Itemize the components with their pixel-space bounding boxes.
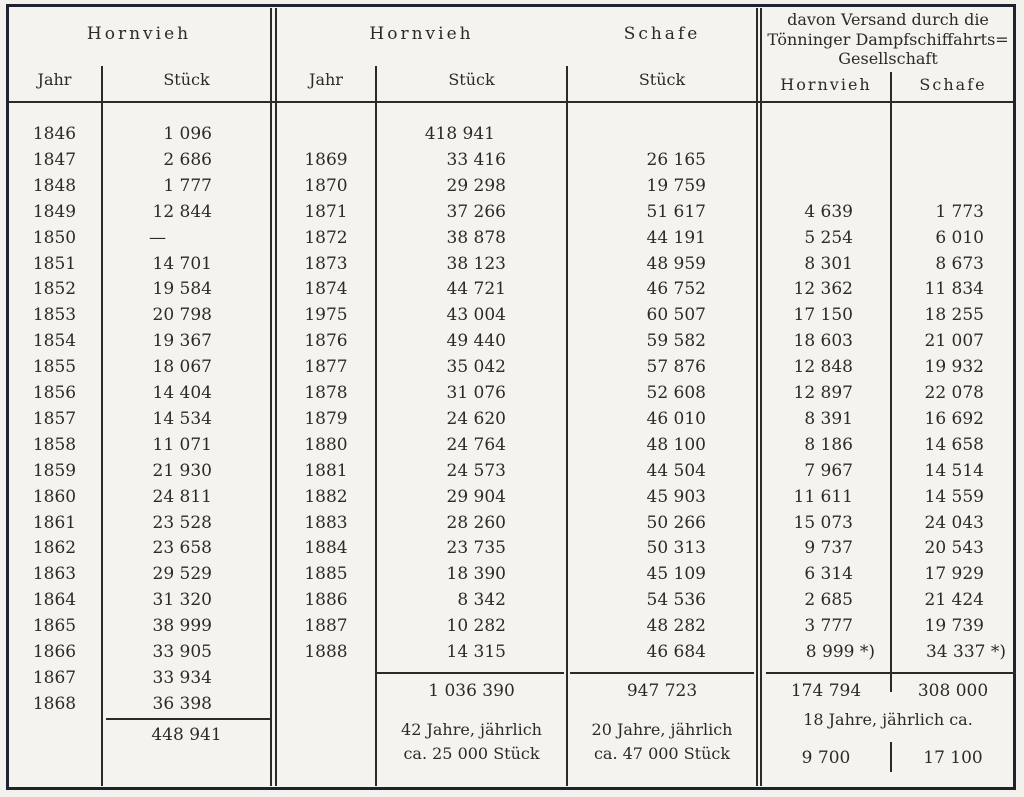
avg-schafe-line1: 20 Jahre, jährlich	[591, 720, 733, 739]
tdg-hornvieh-cell: 11 611	[793, 486, 853, 507]
mid-group-header: Hornvieh	[369, 24, 474, 44]
right-year-cell: 1884	[304, 538, 348, 559]
left-hornvieh-cell: 33 905	[152, 642, 212, 662]
right-hornvieh-cell: 28 260	[446, 512, 506, 533]
right-year-cell: 1885	[304, 564, 348, 585]
tdg-hornvieh-cell: 12 897	[793, 383, 853, 403]
avg-tdg-label: 18 Jahre, jährlich ca.	[803, 710, 973, 729]
right-schafe-cell: 54 536	[646, 590, 706, 611]
right-hornvieh-cell: 24 620	[446, 408, 506, 429]
left-hornvieh-cell: 1 096	[163, 124, 212, 144]
tdg-hornvieh-cell: 8 999 *)	[805, 642, 875, 662]
tdg-hornvieh-cell: 4 639	[804, 201, 853, 222]
left-jahr-header: Jahr	[37, 70, 72, 89]
left-hornvieh-cell: 23 658	[152, 538, 212, 559]
tdg-schafe-cell: 22 078	[924, 383, 984, 403]
left-year-cell: 1865	[32, 616, 77, 637]
carry-over-cell: 418 941	[424, 124, 495, 144]
right-hornvieh-cell: 10 282	[446, 616, 506, 637]
right-schafe-cell: 52 608	[646, 383, 706, 403]
right-hornvieh-cell: 35 042	[446, 357, 506, 378]
left-year-cell: 1858	[32, 434, 77, 455]
left-hornvieh-cell: 14 534	[152, 408, 212, 429]
left-hornvieh-cell: 14 701	[152, 253, 212, 274]
right-schafe-cell: 44 504	[646, 460, 706, 481]
right-schafe-cell: 59 582	[646, 331, 706, 352]
tdg-schafe-cell: 21 424	[924, 590, 984, 611]
right-schafe-cell: 50 313	[646, 538, 706, 559]
right-total-rule	[766, 672, 1016, 674]
right-year-cell: 1869	[304, 149, 348, 170]
header-rule	[8, 101, 1013, 103]
left-hornvieh-cell: 12 844	[152, 201, 212, 222]
tdg-header-line1: davon Versand durch die	[787, 10, 989, 29]
left-year-cell: 1862	[32, 538, 77, 559]
right-schafe-cell: 60 507	[646, 305, 706, 326]
right-hornvieh-cell: 23 735	[446, 538, 506, 559]
tdg-schafe-cell: 19 932	[924, 357, 984, 378]
total-hornvieh: 1 036 390	[428, 681, 515, 701]
tdg-hornvieh-cell: 9 737	[804, 538, 853, 559]
total-tdg-schafe: 308 000	[917, 681, 989, 701]
right-hornvieh-cell: 18 390	[446, 564, 506, 585]
right-total-rule	[570, 672, 754, 674]
schafe-stueck-header: Stück	[638, 70, 686, 89]
left-hornvieh-cell: 18 067	[152, 357, 212, 378]
avg-tdg-schafe: 17 100	[923, 748, 983, 768]
right-schafe-cell: 46 010	[646, 408, 706, 429]
left-hornvieh-cell: 19 367	[152, 331, 212, 352]
left-year-cell: 1857	[32, 408, 77, 429]
right-year-cell: 1887	[304, 616, 348, 637]
avg-schafe-line2: ca. 47 000 Stück	[593, 744, 731, 763]
right-year-cell: 1878	[304, 383, 348, 403]
left-hornvieh-cell: 33 934	[152, 667, 212, 688]
tdg-hornvieh-cell: 7 967	[804, 460, 853, 481]
left-group-header: Hornvieh	[86, 24, 192, 44]
right-year-cell: 1879	[304, 408, 348, 429]
divider	[756, 8, 758, 786]
tdg-schafe-cell: 11 834	[924, 279, 984, 300]
left-hornvieh-cell: 1 777	[163, 175, 212, 196]
right-schafe-cell: 44 191	[646, 227, 706, 248]
left-hornvieh-cell: 11 071	[152, 434, 212, 455]
right-schafe-cell: 45 109	[646, 564, 706, 585]
divider	[270, 8, 272, 786]
right-schafe-cell: 26 165	[646, 149, 706, 170]
left-year-cell: 1864	[32, 590, 77, 611]
right-schafe-cell: 57 876	[646, 357, 706, 378]
avg-tdg-hornvieh: 9 700	[801, 748, 851, 768]
right-hornvieh-cell: 24 764	[446, 434, 506, 455]
left-hornvieh-cell: 24 811	[152, 486, 212, 507]
tdg-schafe-cell: 20 543	[924, 538, 984, 559]
right-year-cell: 1874	[304, 279, 348, 300]
right-hornvieh-cell: 14 315	[446, 642, 506, 662]
left-hornvieh-cell: 21 930	[152, 460, 212, 481]
left-year-cell: 1867	[32, 667, 77, 688]
left-year-cell: 1852	[32, 279, 77, 300]
tdg-schafe-cell: 19 739	[924, 616, 984, 637]
right-total-rule	[377, 672, 564, 674]
tdg-hornvieh-cell: 3 777	[804, 616, 853, 637]
left-year-cell: 1847	[32, 149, 77, 170]
right-hornvieh-cell: 38 878	[446, 227, 506, 248]
left-year-cell: 1850	[32, 227, 77, 248]
right-hornvieh-cell: 31 076	[446, 383, 506, 403]
right-schafe-cell: 48 959	[646, 253, 706, 274]
right-hornvieh-cell: 33 416	[446, 149, 506, 170]
right-year-cell: 1871	[304, 201, 348, 222]
right-year-cell: 1881	[304, 460, 348, 481]
tdg-header-line2: Tönninger Dampfschiffahrts=	[767, 30, 1009, 49]
left-hornvieh-cell: 38 999	[152, 616, 212, 637]
right-schafe-cell: 46 752	[646, 279, 706, 300]
left-hornvieh-cell: 23 528	[152, 512, 212, 533]
tdg-hornvieh-cell: 2 685	[804, 590, 853, 611]
left-hornvieh-cell: 29 529	[152, 564, 212, 585]
left-year-cell: 1856	[32, 383, 77, 403]
right-schafe-cell: 46 684	[646, 642, 706, 662]
right-year-cell: 1877	[304, 357, 348, 378]
right-year-cell: 1880	[304, 434, 348, 455]
left-hornvieh-cell: 2 686	[163, 149, 212, 170]
left-hornvieh-cell: 14 404	[152, 383, 212, 403]
left-year-cell: 1863	[32, 564, 77, 585]
left-hornvieh-cell: 19 584	[152, 279, 212, 300]
right-hornvieh-cell: 43 004	[446, 305, 506, 326]
total-schafe: 947 723	[626, 681, 698, 701]
right-hornvieh-cell: 38 123	[446, 253, 506, 274]
tdg-schafe-cell: 16 692	[924, 408, 984, 429]
right-schafe-cell: 50 266	[646, 512, 706, 533]
left-total: 448 941	[151, 725, 222, 745]
tdg-hornvieh-cell: 18 603	[793, 331, 853, 352]
mid-stueck-header: Stück	[448, 70, 495, 89]
schafe-group-header: Schafe	[623, 24, 701, 44]
right-year-cell: 1888	[304, 642, 348, 662]
right-year-cell: 1873	[304, 253, 348, 274]
tdg-hornvieh-cell: 17 150	[793, 305, 853, 326]
tdg-hornvieh-cell: 12 848	[793, 357, 853, 378]
right-year-cell: 1870	[304, 175, 348, 196]
right-year-cell: 1882	[304, 486, 348, 507]
left-hornvieh-cell: 20 798	[152, 305, 212, 326]
tdg-hornvieh-cell: 8 301	[804, 253, 853, 274]
tdg-hornvieh-header: Hornvieh	[780, 75, 872, 94]
left-year-cell: 1851	[32, 253, 77, 274]
left-year-cell: 1861	[32, 512, 77, 533]
avg-hornvieh-line2: ca. 25 000 Stück	[403, 744, 540, 763]
right-hornvieh-cell: 49 440	[446, 331, 506, 352]
left-year-cell: 1860	[32, 486, 77, 507]
left-year-cell: 1866	[32, 642, 77, 662]
tdg-schafe-cell: 34 337 *)	[925, 642, 1006, 662]
left-stueck-header: Stück	[163, 70, 210, 89]
right-year-cell: 1886	[304, 590, 348, 611]
tdg-hornvieh-cell: 12 362	[793, 279, 853, 300]
right-hornvieh-cell: 29 298	[446, 175, 506, 196]
left-hornvieh-cell: 31 320	[152, 590, 212, 611]
tdg-schafe-cell: 14 559	[924, 486, 984, 507]
right-hornvieh-cell: 24 573	[446, 460, 506, 481]
tdg-schafe-cell: 14 658	[924, 434, 984, 455]
left-year-cell: 1853	[32, 305, 77, 326]
left-year-cell: 1854	[32, 331, 77, 352]
left-hornvieh-cell: —	[149, 227, 166, 248]
right-schafe-cell: 51 617	[646, 201, 706, 222]
tdg-hornvieh-cell: 6 314	[804, 564, 853, 585]
tdg-schafe-cell: 14 514	[924, 460, 984, 481]
right-year-cell: 1975	[304, 305, 348, 326]
left-year-cell: 1846	[32, 124, 77, 144]
tdg-schafe-cell: 6 010	[935, 227, 984, 248]
tdg-schafe-cell: 8 673	[935, 253, 984, 274]
tdg-header-line3: Gesellschaft	[838, 49, 938, 68]
left-year-cell: 1848	[32, 175, 77, 196]
tdg-schafe-cell: 17 929	[924, 564, 984, 585]
left-year-cell: 1855	[32, 357, 77, 378]
right-schafe-cell: 45 903	[646, 486, 706, 507]
left-year-cell: 1859	[32, 460, 77, 481]
right-hornvieh-cell: 37 266	[446, 201, 506, 222]
tdg-schafe-cell: 18 255	[924, 305, 984, 326]
left-hornvieh-cell: 36 398	[152, 693, 212, 714]
right-hornvieh-cell: 8 342	[457, 590, 506, 611]
right-year-cell: 1876	[304, 331, 348, 352]
right-hornvieh-cell: 29 904	[446, 486, 506, 507]
tdg-hornvieh-cell: 15 073	[793, 512, 853, 533]
tdg-schafe-cell: 24 043	[924, 512, 984, 533]
tdg-hornvieh-cell: 5 254	[804, 227, 853, 248]
right-year-cell: 1883	[304, 512, 348, 533]
total-tdg-hornvieh: 174 794	[790, 681, 862, 701]
tdg-schafe-cell: 1 773	[935, 201, 984, 222]
right-schafe-cell: 19 759	[646, 175, 706, 196]
right-hornvieh-cell: 44 721	[446, 279, 506, 300]
left-year-cell: 1868	[32, 693, 77, 714]
tdg-hornvieh-cell: 8 186	[804, 434, 853, 455]
left-year-cell: 1849	[32, 201, 77, 222]
tdg-schafe-cell: 21 007	[924, 331, 984, 352]
left-total-rule	[106, 718, 270, 720]
mid-jahr-header: Jahr	[309, 70, 343, 89]
tdg-hornvieh-cell: 8 391	[804, 408, 853, 429]
avg-hornvieh-line1: 42 Jahre, jährlich	[401, 720, 542, 739]
tdg-schafe-header: Schafe	[919, 75, 987, 94]
right-schafe-cell: 48 100	[646, 434, 706, 455]
right-year-cell: 1872	[304, 227, 348, 248]
right-schafe-cell: 48 282	[646, 616, 706, 637]
